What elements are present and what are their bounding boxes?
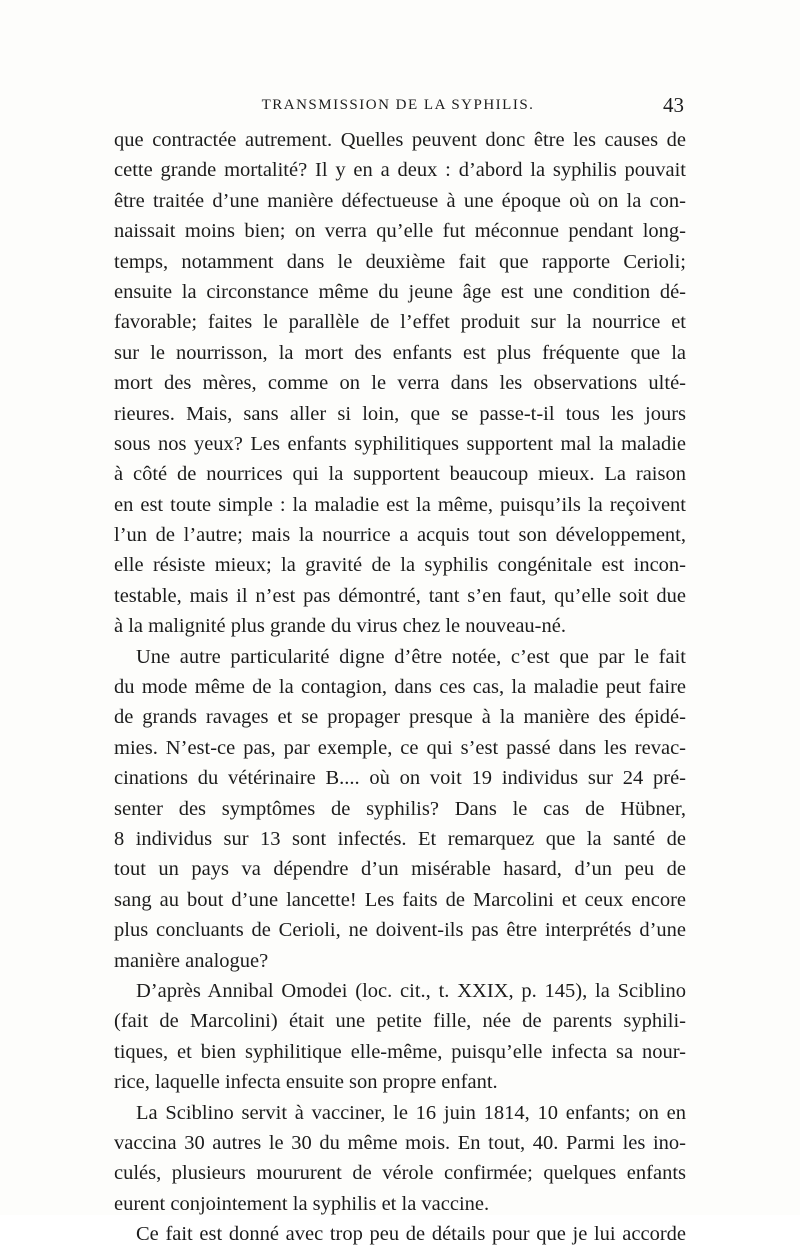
text-line: à la malignité plus grande du virus chez le nouveau-né. [114, 615, 566, 638]
text-line: cette grande mortalité? Il y en a deux : d’abord la syphilis pouvait [114, 159, 686, 182]
text-line: ensuite la circonstance même du jeune âge est une condition dé- [114, 280, 686, 303]
text-line: Une autre particularité digne d’être notée, c’est que par le fait [136, 645, 686, 668]
running-title: TRANSMISSION DE LA SYPHILIS. [261, 97, 535, 113]
text-line: elle résiste mieux; la gravité de la syphilis congénitale est incon- [114, 554, 686, 577]
text-line: en est toute simple : la maladie est la même, puisqu’ils la reçoivent [114, 493, 686, 516]
text-line: vaccina 30 autres le 30 du même mois. En tout, 40. Parmi les ino- [114, 1131, 686, 1154]
text-line: testable, mais il n’est pas démontré, tant s’en faut, qu’elle soit due [114, 584, 686, 607]
text-line: (fait de Marcolini) était une petite fille, née de parents syphili- [114, 1010, 686, 1033]
text-line: que contractée autrement. Quelles peuvent donc être les causes de [114, 129, 686, 151]
text-line: plus concluants de Cerioli, ne doivent-ils pas être interprétés d’une [114, 919, 686, 942]
text-line: de grands ravages et se propager presque à la manière des épidé- [114, 706, 686, 729]
text-line: 8 individus sur 13 sont infectés. Et remarquez que la santé de [114, 827, 686, 850]
text-line: senter des symptômes de syphilis? Dans le cas de Hübner, [114, 797, 686, 820]
text-line: temps, notamment dans le deuxième fait que rapporte Cerioli; [114, 250, 686, 273]
text-line: tout un pays va dépendre d’un misérable hasard, d’un peu de [114, 858, 686, 881]
text-line: du mode même de la contagion, dans ces cas, la maladie peut faire [114, 676, 686, 699]
text-line: D’après Annibal Omodei (loc. cit., t. XXIX, p. 145), la Sciblino [136, 979, 686, 1002]
text-line: manière analogue? [114, 949, 269, 972]
text-line: mort des mères, comme on le verra dans les observations ulté- [114, 372, 686, 395]
text-line: sur le nourrisson, la mort des enfants est plus fréquente que la [114, 341, 686, 364]
text-line: être traitée d’une manière défectueuse à une époque où on la con- [114, 189, 686, 212]
text-line: naissait moins bien; on verra qu’elle fut méconnue pendant long- [114, 220, 686, 243]
text-line: mies. N’est-ce pas, par exemple, ce qui s’est passé dans les revac- [114, 736, 686, 759]
text-line: tiques, et bien syphilitique elle-même, puisqu’elle infecta sa nour- [114, 1040, 686, 1063]
text-line: rice, laquelle infecta ensuite son propre enfant. [114, 1071, 498, 1094]
text-line: sang au bout d’une lancette! Les faits de Marcolini et ceux encore [114, 888, 686, 911]
running-head [112, 93, 684, 117]
text-line: rieures. Mais, sans aller si loin, que se passe-t-il tous les jours [114, 402, 686, 425]
text-line: l’un de l’autre; mais la nourrice a acquis tout son développement, [114, 524, 686, 547]
text-line: sous nos yeux? Les enfants syphilitiques supportent mal la maladie [114, 432, 686, 455]
text-line: La Sciblino servit à vacciner, le 16 juin 1814, 10 enfants; on en [136, 1101, 686, 1124]
text-line: à côté de nourrices qui la supportent beaucoup mieux. La raison [114, 463, 686, 486]
page-number: 43 [663, 93, 684, 117]
text-line: eurent conjointement la syphilis et la vaccine. [114, 1192, 490, 1215]
text-line: cinations du vétérinaire B.... où on voit 19 individus sur 24 pré- [114, 767, 686, 790]
text-line: favorable; faites le parallèle de l’effet produit sur la nourrice et [114, 311, 686, 334]
text-line: Ce fait est donné avec trop peu de détails pour que je lui accorde [136, 1223, 686, 1246]
body-text [114, 125, 686, 1249]
text-line: culés, plusieurs moururent de vérole confirmée; quelques enfants [114, 1162, 686, 1185]
